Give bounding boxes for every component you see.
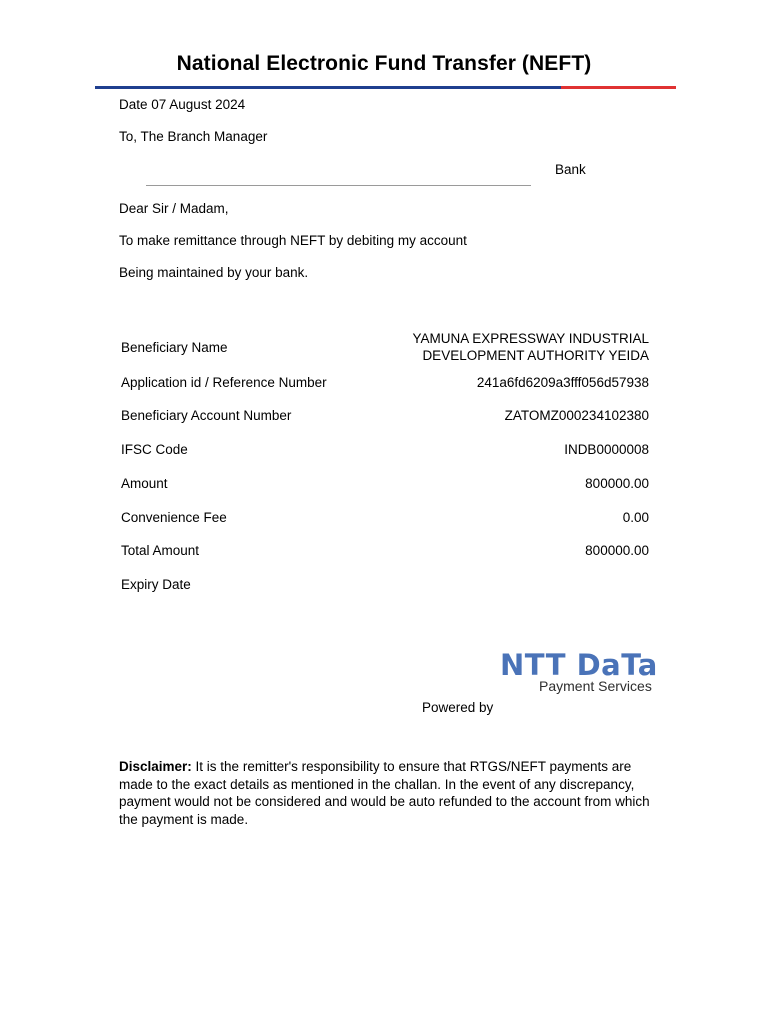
date-line: Date 07 August 2024 — [119, 97, 246, 112]
logo-subtitle: Payment Services — [539, 678, 652, 694]
convenience-fee-value: 0.00 — [622, 510, 649, 525]
account-number-value: ZATOMZ000234102380 — [504, 408, 649, 423]
application-id-value: 241a6fd6209a3fff056d57938 — [476, 375, 649, 390]
ifsc-value: INDB0000008 — [564, 442, 649, 457]
body-line-1: To make remittance through NEFT by debiting my account — [119, 233, 467, 248]
expiry-date-label: Expiry Date — [121, 577, 191, 592]
total-amount-value: 800000.00 — [585, 543, 649, 558]
bank-name-blank-line — [146, 185, 531, 186]
disclaimer — [119, 758, 654, 828]
header-rule-red — [561, 86, 676, 89]
logo-wordmark: NTT DaTa — [500, 648, 658, 682]
powered-by: Powered by — [422, 700, 494, 715]
account-number-label: Beneficiary Account Number — [121, 408, 292, 423]
total-amount-label: Total Amount — [121, 543, 200, 558]
body-line-2: Being maintained by your bank. — [119, 265, 309, 280]
disclaimer-heading: Disclaimer: — [119, 759, 192, 774]
beneficiary-name-value-line2: DEVELOPMENT AUTHORITY YEIDA — [422, 348, 649, 363]
addressee: To, The Branch Manager — [119, 129, 268, 144]
page-title: National Electronic Fund Transfer (NEFT) — [176, 52, 592, 75]
beneficiary-name-label: Beneficiary Name — [121, 340, 228, 355]
ifsc-label: IFSC Code — [121, 442, 188, 457]
application-id-label: Application id / Reference Number — [121, 375, 327, 390]
convenience-fee-label: Convenience Fee — [121, 510, 227, 525]
header-rule-blue — [95, 86, 561, 89]
amount-label: Amount — [121, 476, 168, 491]
salutation: Dear Sir / Madam, — [119, 201, 229, 216]
amount-value: 800000.00 — [585, 476, 649, 491]
disclaimer-text: It is the remitter's responsibility to ensure that RTGS/NEFT payments are made to the exact details as mentioned in the challan. In the event of any discrepancy, payment would not be considered and would be auto refunded to the account from which the payment is made. — [119, 759, 650, 827]
bank-label: Bank — [555, 162, 586, 177]
beneficiary-name-value-line1: YAMUNA EXPRESSWAY INDUSTRIAL — [412, 331, 649, 346]
